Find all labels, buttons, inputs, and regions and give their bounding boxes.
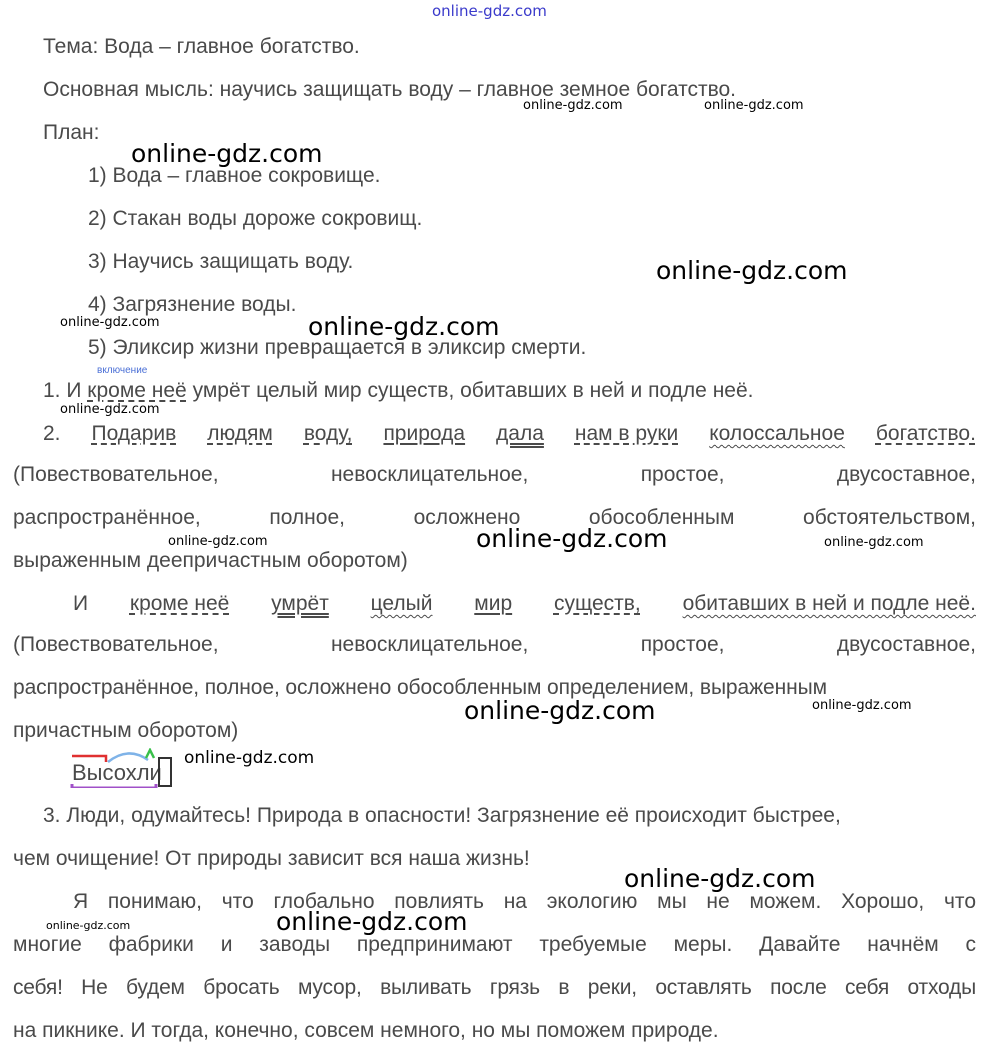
- analysis1-word: двусоставное,: [836, 463, 976, 486]
- morph-word: Высохли: [72, 760, 162, 785]
- task1-prefix: 1. И: [43, 379, 88, 402]
- task3-line5: себя! Не будем бросать мусор, выливать грязь в реки, оставлять после себя отходы: [13, 976, 976, 999]
- watermark: online-gdz.com: [60, 315, 160, 330]
- task3-line2: чем очищение! От природы зависит вся наша жизнь!: [13, 847, 530, 870]
- analysis1-word: обстоятельством,: [803, 506, 976, 529]
- watermark: online-gdz.com: [704, 98, 804, 113]
- task2-word-7: колоссальное: [709, 422, 845, 445]
- plan-item-1: 1) Вода – главное сокровище.: [88, 164, 381, 187]
- task2-sentence: [43, 421, 976, 447]
- sentence2-word-7: обитавших в ней и подле неё.: [682, 592, 976, 615]
- analysis1-line3: выраженным деепричастным оборотом): [13, 549, 408, 572]
- task3-line4: многие фабрики и заводы предпринимают требуемые меры. Давайте начнём с: [13, 933, 976, 956]
- analysis1-word: простое,: [640, 463, 725, 486]
- watermark: online-gdz.com: [656, 256, 848, 285]
- task2-word-4: природа: [383, 422, 466, 445]
- task3-line1: 3. Люди, одумайтесь! Природа в опасности! Загрязнение её происходит быстрее,: [43, 804, 841, 827]
- analysis2-line2: распространённое, полное, осложнено обособленным определением, выраженным: [13, 676, 827, 699]
- analysis1-line1: [13, 462, 976, 488]
- task2-word-1: Подарив: [91, 422, 177, 445]
- analysis1-word: полное,: [269, 506, 345, 529]
- analysis1-word: распространённое,: [13, 506, 201, 529]
- watermark: online-gdz.com: [276, 907, 468, 936]
- watermark: online-gdz.com: [523, 98, 623, 113]
- theme-line: Тема: Вода – главное богатство.: [43, 35, 360, 58]
- plan-item-5: 5) Эликсир жизни превращается в эликсир смерти.: [88, 336, 587, 359]
- task2-word-8: богатство.: [875, 422, 976, 445]
- task2-word-6: нам в руки: [574, 422, 679, 445]
- task1-underlined: кроме неё: [87, 379, 187, 402]
- analysis2-word: двусоставное,: [836, 633, 976, 656]
- watermark: online-gdz.com: [464, 696, 656, 725]
- analysis1-word: обособленным: [588, 506, 735, 529]
- sentence2-word-2: кроме неё: [129, 592, 230, 615]
- watermark: online-gdz.com: [308, 312, 500, 341]
- watermark: online-gdz.com: [168, 534, 268, 549]
- task2-num: 2.: [43, 422, 61, 445]
- watermark: online-gdz.com: [131, 139, 323, 168]
- watermark-top: online-gdz.com: [432, 2, 547, 20]
- task2-word-3: воду,: [303, 422, 353, 445]
- sentence2-word-5: мир: [474, 592, 513, 615]
- task2-word-5: дала: [496, 422, 544, 445]
- sentence2-word-1: И: [73, 592, 89, 615]
- plan-item-3: 3) Научись защищать воду.: [88, 250, 354, 273]
- analysis2-word: (Повествовательное,: [13, 633, 219, 656]
- analysis2-line1: [13, 632, 976, 658]
- plan-item-4: 4) Загрязнение воды.: [88, 293, 297, 316]
- plan-item-2: 2) Стакан воды дороже сокровищ.: [88, 207, 423, 230]
- watermark: online-gdz.com: [60, 402, 160, 417]
- task1-line: [43, 378, 753, 404]
- watermark: online-gdz.com: [184, 748, 315, 768]
- task2-word-2: людям: [207, 422, 273, 445]
- task3-line6: на пикнике. И тогда, конечно, совсем немного, но мы поможем природе.: [13, 1019, 719, 1042]
- sentence2-word-6: существ,: [553, 592, 641, 615]
- plan-label: План:: [43, 121, 100, 144]
- watermark: online-gdz.com: [812, 698, 912, 713]
- watermark: online-gdz.com: [824, 535, 924, 550]
- analysis1-word: (Повествовательное,: [13, 463, 219, 486]
- analysis2-line3: причастным оборотом): [13, 719, 239, 742]
- analysis1-word: невосклицательное,: [330, 463, 529, 486]
- inclusion-note: включение: [97, 365, 148, 376]
- analysis2-word: невосклицательное,: [330, 633, 529, 656]
- sentence2: [73, 591, 976, 617]
- watermark: online-gdz.com: [46, 919, 131, 932]
- sentence2-word-3: умрёт: [271, 592, 329, 615]
- analysis1-word: осложнено: [413, 506, 521, 529]
- watermark: online-gdz.com: [476, 524, 668, 553]
- ending-box: [158, 757, 172, 787]
- analysis2-word: простое,: [640, 633, 725, 656]
- task3-line3: Я понимаю, что глобально повлиять на экологию мы не можем. Хорошо, что: [73, 890, 976, 913]
- watermark: online-gdz.com: [624, 864, 816, 893]
- task1-rest: умрёт целый мир существ, обитавших в ней и подле неё.: [186, 379, 754, 402]
- suffix-mark: [146, 750, 154, 758]
- sentence2-word-4: целый: [370, 592, 433, 615]
- main-idea-line: Основная мысль: научись защищать воду – главное земное богатство.: [43, 78, 737, 101]
